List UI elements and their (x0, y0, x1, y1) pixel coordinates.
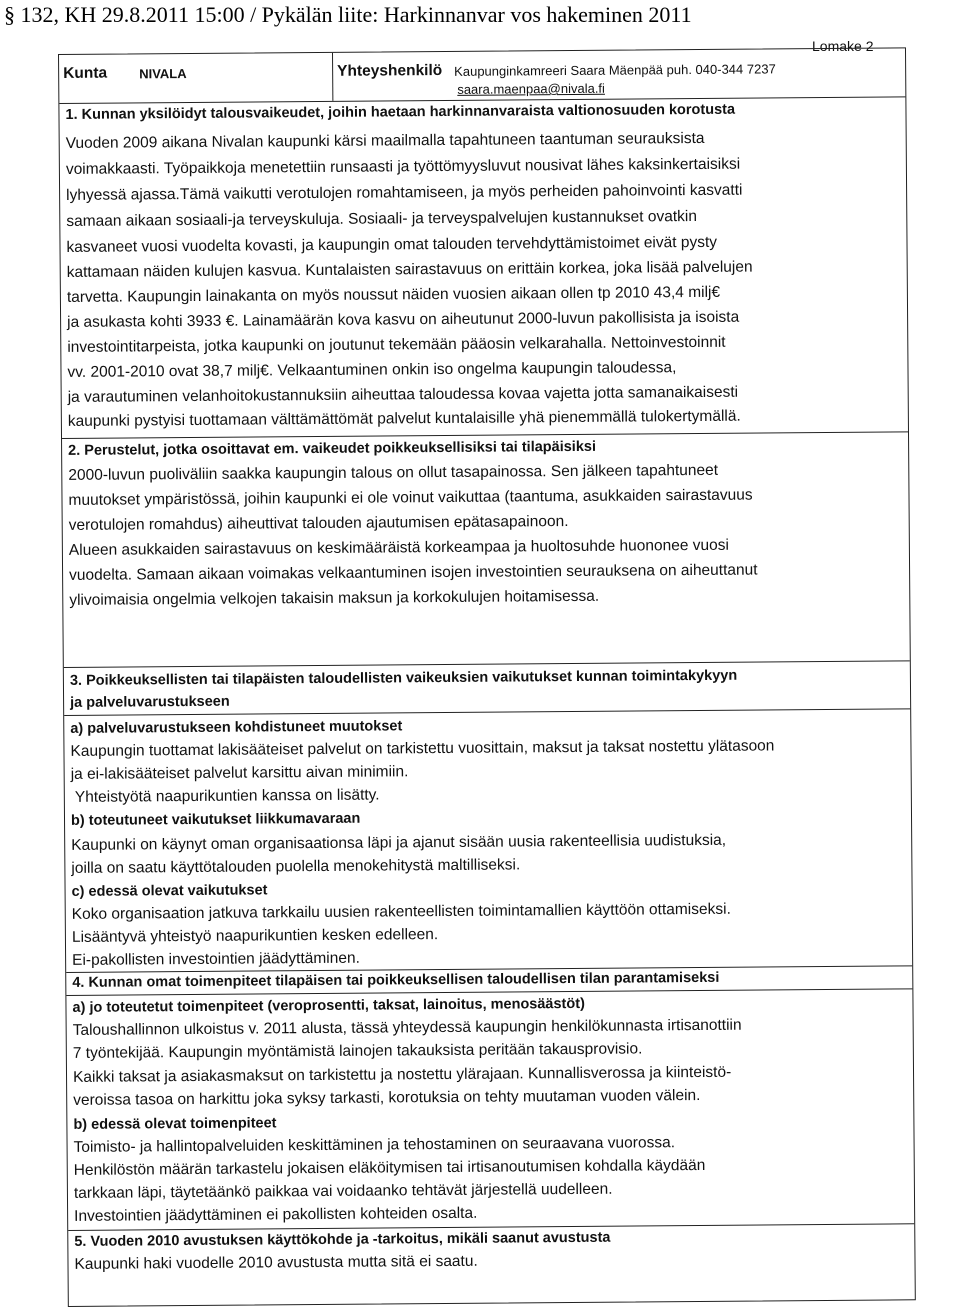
section-2-heading: 2. Perustelut, jotka osoittavat em. vaikeudet poikkeuksellisiksi tai tilapäisiksi (68, 438, 597, 459)
section-1-line: investointitarpeista, jotka kaupunki on joutunut tekemään pääosin velkarahalla. Nettoinvestoinnit (67, 333, 726, 356)
section-3a-line: Kaupungin tuottamat lakisääteiset palvelut on tarkistettu vuosittain, maksut ja taksat nostettu ylätasoon (70, 737, 775, 760)
section-4a-line: Kaikki taksat ja asiakasmaksut on tarkistettu ja nostettu ylärajaan. Kunnallisverossa ja kiinteistö- (72, 1063, 732, 1086)
section-1-line: kattamaan näiden kulujen kasvua. Kuntalaisten sairastavuus on erittäin korkea, joka lisää palvelujen (66, 258, 753, 281)
section-3-heading: 3. Poikkeuksellisten tai tilapäisten taloudellisten vaikeuksien vaikutukset kunnan toimintakykyyn (69, 667, 738, 689)
section-3c-line: Ei-pakollisten investointien jäädyttäminen. (72, 949, 360, 969)
kunta-label: Kunta (63, 64, 108, 82)
section-1-line: kasvaneet vuosi vuodelta kovasti, ja kaupungin omat talouden tervehdyttämistoimet eivät pysty (66, 233, 718, 256)
section-1-line: Vuoden 2009 aikana Nivalan kaupunki kärsi maailmalla tapahtuneen taantuman seurauksista (65, 129, 705, 152)
divider-3 (64, 660, 910, 668)
section-4a-line: 7 työntekijää. Kaupungin myöntämistä lainojen takauksista peritään takausprovisio. (72, 1040, 643, 1062)
section-2-line: ylivoimaisia ongelmia velkojen takaisin maksun ja korkokulujen hoitamisessa. (69, 587, 600, 609)
section-3c-heading: c) edessä olevat vaikutukset (71, 882, 268, 900)
section-2-line: muutokset ympäristössä, joihin kaupunki ei ole voinut vaikuttaa (taantuma, asukkaiden sairastavuus (68, 486, 753, 509)
section-4a-line: veroissa tasoa on harkittu joka syksy tarkasti, korotuksia on tehty muutaman vuoden välein. (73, 1086, 701, 1109)
section-1-line: voimakkaasti. Työpaikkoja menetettiin runsaasti ja työttömyysluvut nousivat lähes kaksinkertaisiksi (65, 155, 741, 178)
section-2-line: Alueen asukkaiden sairastavuus on keskimääräistä korkeampaa ja huoltosuhde huononee vuosi (68, 536, 729, 559)
kunta-value: NIVALA (139, 65, 187, 82)
section-2-line: 2000-luvun puoliväliin saakka kaupungin talous on ollut tasapainossa. Sen jälkeen tapahtuneet (68, 461, 719, 484)
section-1-line: lyhyessä ajassa.Tämä vaikutti verotulojen romahtamiseen, ja myös perheiden pahoinvointi kasvatti (66, 181, 743, 204)
section-1-line: kaupunki pystyisi tuottamaan välttämättömät palvelut kuntalaisille yhä pienemmällä tulokertymällä. (67, 407, 741, 430)
section-2-line: verotulojen romahdus) aiheuttivat talouden ajautumisen epätasapainoon. (68, 513, 569, 534)
section-5-heading: 5. Vuoden 2010 avustuksen käyttökohde ja -tarkoitus, mikäli saanut avustusta (74, 1229, 611, 1250)
section-1-line: vv. 2001-2010 ovat 38,7 milj€. Velkaantuminen onkin iso ongelma kaupungin taloudessa, (67, 359, 677, 381)
section-3a-heading: a) palveluvarustukseen kohdistuneet muutokset (70, 718, 403, 737)
section-1-line: ja asukasta kohti 3933 €. Lainamäärän kova kasvu on aiheutunut 2000-luvun pakollisista ja isoista (67, 308, 740, 331)
section-2-line: vuodelta. Samaan aikaan voimakas velkaantuminen isojen investointien seurauksena on aiheuttanut (69, 561, 758, 584)
section-3c-line: Lisääntyvä yhteistyö naapurikuntien kesken edelleen. (71, 926, 439, 946)
divider-2 (62, 431, 908, 439)
contact-label: Yhteyshenkilö (337, 61, 443, 80)
section-4b-heading: b) edessä olevat toimenpiteet (73, 1115, 277, 1133)
header-row (59, 48, 905, 103)
section-1-line: ja varautuminen velanhoitokustannuksiin aiheuttaa taloudessa kovaa vajetta jotta samanaikaisesti (67, 383, 739, 406)
form-label: Lomake 2 (812, 38, 874, 54)
section-3a-line: ja ei-lakisääteiset palvelut karsittu aivan minimiin. (70, 763, 409, 783)
section-1-heading: 1. Kunnan yksilöidyt talousvaikeudet, joihin haetaan harkinnanvaraista valtionosuuden korotusta (65, 101, 736, 123)
section-1-line: tarvetta. Kaupungin lainakanta on myös noussut näiden vuosien aikaan ollen tp 2010 43,4 milj€ (66, 283, 721, 306)
page-header: § 132, KH 29.8.2011 15:00 / Pykälän liite: Harkinnanvar vos hakeminen 2011 (4, 2, 692, 27)
section-3b-line: joilla on saatu käyttötalouden puolella menokehitystä maltilliseksi. (71, 856, 521, 877)
section-4a-line: Taloushallinnon ulkoistus v. 2011 alusta, tässä yhteydessä kaupungin henkilökunnasta irtisanottiin (72, 1016, 742, 1039)
section-1-line: samaan aikaan sosiaali-ja terveyskuluja. Sosiaali- ja terveyspalvelujen kustannukset ovatkin (66, 207, 698, 230)
section-3 (64, 666, 910, 969)
section-5-line: Kaupunki haki vuodelle 2010 avustusta mutta sitä ei saatu. (74, 1252, 478, 1273)
section-4b-line: Henkilöstön määrän tarkastelu jokaisen eläköitymisen tai irtisanoutumisen kohdalla käydään (73, 1156, 706, 1179)
section-4-heading: 4. Kunnan omat toimenpiteet tilapäisen tai poikkeuksellisen taloudellisen tilan parantamiseksi (72, 969, 720, 991)
section-3c-line: Koko organisaation jatkuva tarkkailu uusien rakenteellisten toimintamallien käyttöön ottamiseksi. (71, 900, 731, 923)
section-3b-heading: b) toteutuneet vaikutukset liikkumavaraan (70, 810, 361, 829)
section-3-heading-cont: ja palveluvarustukseen (70, 693, 230, 711)
section-4b-line: tarkkaan läpi, täytetäänkö paikkaa vai voidaanko tehtävät järjestellä uudelleen. (73, 1180, 613, 1202)
section-4b-line: Toimisto- ja hallintopalveluiden keskittäminen ja tehostaminen on seuraavana vuorossa. (73, 1134, 676, 1156)
contact-value: Kaupunginkamreeri Saara Mäenpää puh. 040-344 7237 (454, 61, 776, 79)
section-3a-line: Yhteistyötä naapurikuntien kanssa on lisätty. (74, 786, 380, 806)
section-4b-line: Investointien jäädyttäminen ei pakollisten kohteiden osalta. (74, 1204, 478, 1225)
application-form (58, 47, 916, 1307)
header-divider (332, 53, 333, 101)
contact-email[interactable]: saara.maenpaa@nivala.fi (457, 80, 605, 97)
section-4a-heading: a) jo toteutetut toimenpiteet (veroprosentti, taksat, lainoitus, menosäästöt) (72, 995, 585, 1016)
section-3b-line: Kaupunki on käynyt oman organisaationsa läpi ja ajanut sisään uusia rakenteellisia uudistuksia, (71, 831, 727, 854)
